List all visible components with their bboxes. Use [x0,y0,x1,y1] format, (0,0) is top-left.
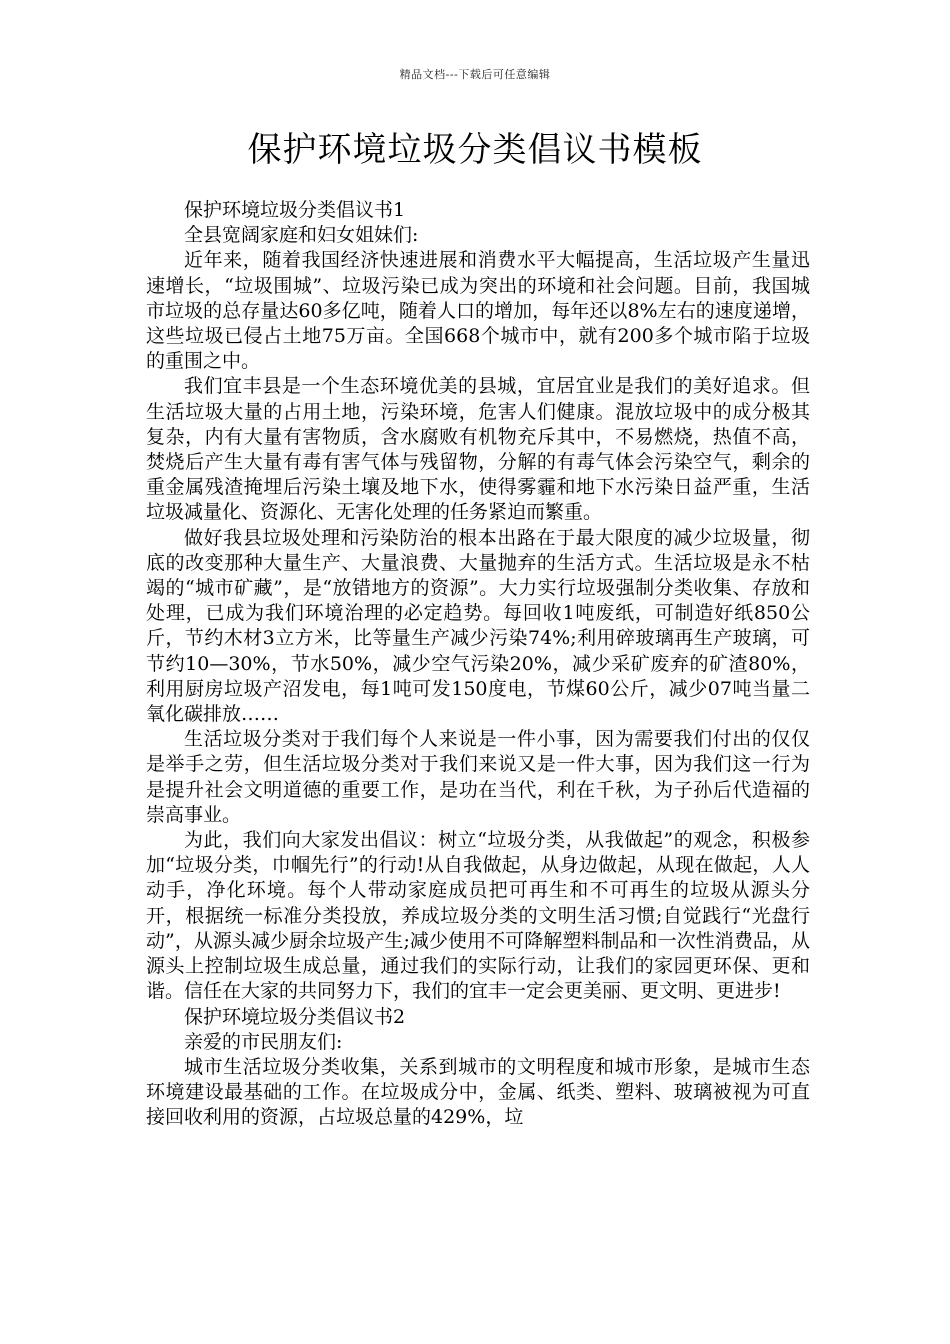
paragraph: 做好我县垃圾处理和污染防治的根本出路在于最大限度的减少垃圾量，彻底的改变那种大量生产、大量浪费、大量抛弃的生活方式。生活垃圾是永不枯竭的“城市矿藏”，是“放错地方的资源”。大力实行垃圾强制分类收集、存放和处理，已成为我们环境治理的必定趋势。每回收1吨废纸，可制造好纸850公斤，节约木材3立方米，比等量生产减少污染74%;利用碎玻璃再生产玻璃，可节约10—30%，节水50%，减少空气污染20%，减少采矿废弃的矿渣80%，利用厨房垃圾产沼发电，每1吨可发150度电，节煤60公斤，减少07吨当量二氧化碳排放…… [146,526,810,726]
paragraph: 为此，我们向大家发出倡议：树立“垃圾分类，从我做起”的观念，积极参加“垃圾分类，巾帼先行”的行动!从自我做起，从身边做起，从现在做起，人人动手，净化环境。每个人带动家庭成员把可再生和不可再生的垃圾从源头分开，根据统一标准分类投放，养成垃圾分类的文明生活习惯;自觉践行“光盘行动”，从源头减少厨余垃圾产生;减少使用不可降解塑料制品和一次性消费品，从源头上控制垃圾生成总量，通过我们的实际行动，让我们的家园更环保、更和谐。信任在大家的共同努力下，我们的宜丰一定会更美丽、更文明、更进步! [146,829,810,1003]
section-heading-1: 保护环境垃圾分类倡议书1 [184,199,406,221]
salutation-1: 全县宽阔家庭和妇女姐妹们: [184,224,419,247]
paragraph: 生活垃圾分类对于我们每个人来说是一件小事，因为需要我们付出的仅仅是举手之劳，但生活垃圾分类对于我们来说又是一件大事，因为我们这一行为是提升社会文明道德的重要工作，是功在当代，利在千秋，为子孙后代造福的崇高事业。 [146,728,810,826]
paragraph: 近年来，随着我国经济快速进展和消费水平大幅提高，生活垃圾产生量迅速增长，“垃圾围城”、垃圾污染已成为突出的环境和社会问题。目前，我国城市垃圾的总存量达60多亿吨，随着人口的增加，每年还以8%左右的速度递增，这些垃圾已侵占土地75万亩。全国668个城市中，就有200多个城市陷于垃圾的重围之中。 [146,249,810,373]
header-note: 精品文档---下载后可任意编辑 [399,68,551,81]
salutation-2: 亲爱的市民朋友们: [184,1030,343,1053]
document-body [146,198,810,1131]
paragraph: 我们宜丰县是一个生态环境优美的县城，宜居宜业是我们的美好追求。但生活垃圾大量的占用土地，污染环境，危害人们健康。混放垃圾中的成分极其复杂，内有大量有害物质，含水腐败有机物充斥其中，不易燃烧，热值不高，焚烧后产生大量有毒有害气体与残留物，分解的有毒气体会污染空气，剩余的重金属残渣掩埋后污染土壤及地下水，使得雾霾和地下水污染日益严重，生活垃圾减量化、资源化、无害化处理的任务紧迫而繁重。 [146,375,810,524]
document-title: 保护环境垃圾分类倡议书模板 [247,130,703,170]
paragraph: 城市生活垃圾分类收集，关系到城市的文明程度和城市形象，是城市生态环境建设最基础的工作。在垃圾成分中，金属、纸类、塑料、玻璃被视为可直接回收利用的资源，占垃圾总量的429%，垃 [146,1055,810,1129]
section-heading-2: 保护环境垃圾分类倡议书2 [184,1005,406,1028]
